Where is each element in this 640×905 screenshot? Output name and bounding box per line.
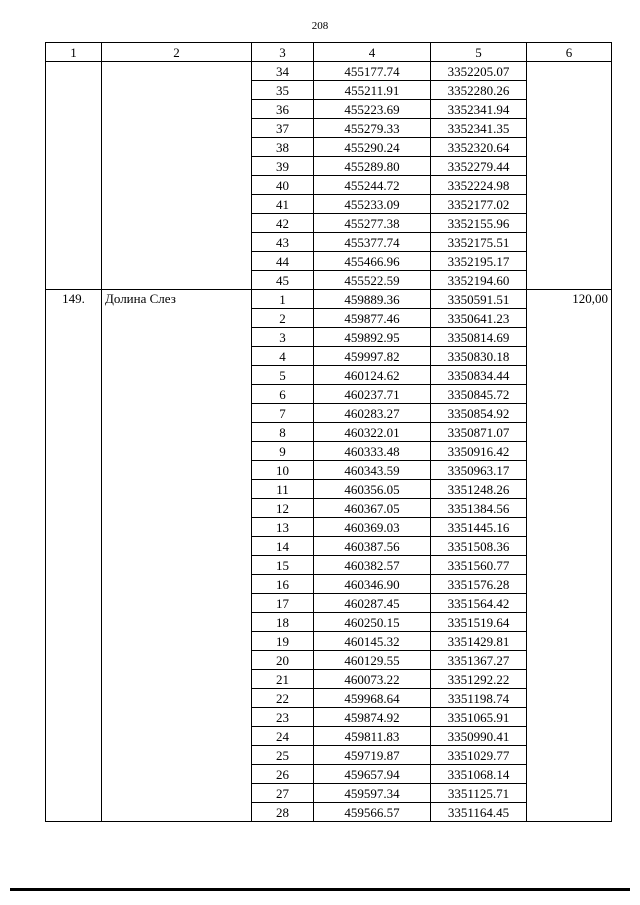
point-number-cell: 27 bbox=[252, 784, 314, 803]
x-coordinate-cell: 459874.92 bbox=[314, 708, 431, 727]
y-coordinate-cell: 3350834.44 bbox=[431, 366, 527, 385]
y-coordinate-cell: 3352195.17 bbox=[431, 252, 527, 271]
point-number-cell: 41 bbox=[252, 195, 314, 214]
x-coordinate-cell: 455466.96 bbox=[314, 252, 431, 271]
x-coordinate-cell: 455279.33 bbox=[314, 119, 431, 138]
x-coordinate-cell: 460237.71 bbox=[314, 385, 431, 404]
point-number-cell: 28 bbox=[252, 803, 314, 822]
point-number-cell: 8 bbox=[252, 423, 314, 442]
point-number-cell: 36 bbox=[252, 100, 314, 119]
y-coordinate-cell: 3351065.91 bbox=[431, 708, 527, 727]
coordinates-table bbox=[45, 42, 612, 822]
point-number-cell: 40 bbox=[252, 176, 314, 195]
point-number-cell: 22 bbox=[252, 689, 314, 708]
page-number: 208 bbox=[311, 20, 329, 32]
y-coordinate-cell: 3351125.71 bbox=[431, 784, 527, 803]
point-number-cell: 10 bbox=[252, 461, 314, 480]
x-coordinate-cell: 460343.59 bbox=[314, 461, 431, 480]
point-number-cell: 39 bbox=[252, 157, 314, 176]
point-number-cell: 5 bbox=[252, 366, 314, 385]
x-coordinate-cell: 455290.24 bbox=[314, 138, 431, 157]
object-name-cell: Долина Слез bbox=[102, 290, 252, 822]
point-number-cell: 20 bbox=[252, 651, 314, 670]
x-coordinate-cell: 459657.94 bbox=[314, 765, 431, 784]
point-number-cell: 26 bbox=[252, 765, 314, 784]
y-coordinate-cell: 3351445.16 bbox=[431, 518, 527, 537]
y-coordinate-cell: 3351198.74 bbox=[431, 689, 527, 708]
y-coordinate-cell: 3351429.81 bbox=[431, 632, 527, 651]
y-coordinate-cell: 3350591.51 bbox=[431, 290, 527, 309]
object-name-cell bbox=[102, 62, 252, 290]
x-coordinate-cell: 460369.03 bbox=[314, 518, 431, 537]
object-index-cell: 149. bbox=[46, 290, 102, 822]
y-coordinate-cell: 3351508.36 bbox=[431, 537, 527, 556]
header-col-6: 6 bbox=[527, 43, 612, 62]
point-number-cell: 44 bbox=[252, 252, 314, 271]
y-coordinate-cell: 3350854.92 bbox=[431, 404, 527, 423]
x-coordinate-cell: 455177.74 bbox=[314, 62, 431, 81]
table-row bbox=[46, 62, 612, 81]
x-coordinate-cell: 460145.32 bbox=[314, 632, 431, 651]
x-coordinate-cell: 459566.57 bbox=[314, 803, 431, 822]
point-number-cell: 19 bbox=[252, 632, 314, 651]
y-coordinate-cell: 3351029.77 bbox=[431, 746, 527, 765]
x-coordinate-cell: 455211.91 bbox=[314, 81, 431, 100]
point-number-cell: 2 bbox=[252, 309, 314, 328]
point-number-cell: 37 bbox=[252, 119, 314, 138]
y-coordinate-cell: 3351248.26 bbox=[431, 480, 527, 499]
y-coordinate-cell: 3351560.77 bbox=[431, 556, 527, 575]
y-coordinate-cell: 3352341.35 bbox=[431, 119, 527, 138]
point-number-cell: 24 bbox=[252, 727, 314, 746]
area-cell bbox=[527, 62, 612, 290]
x-coordinate-cell: 455522.59 bbox=[314, 271, 431, 290]
point-number-cell: 18 bbox=[252, 613, 314, 632]
x-coordinate-cell: 455277.38 bbox=[314, 214, 431, 233]
object-index-cell bbox=[46, 62, 102, 290]
header-col-3: 3 bbox=[252, 43, 314, 62]
y-coordinate-cell: 3350830.18 bbox=[431, 347, 527, 366]
y-coordinate-cell: 3350963.17 bbox=[431, 461, 527, 480]
x-coordinate-cell: 460124.62 bbox=[314, 366, 431, 385]
y-coordinate-cell: 3350990.41 bbox=[431, 727, 527, 746]
x-coordinate-cell: 460287.45 bbox=[314, 594, 431, 613]
x-coordinate-cell: 459597.34 bbox=[314, 784, 431, 803]
y-coordinate-cell: 3350916.42 bbox=[431, 442, 527, 461]
x-coordinate-cell: 459719.87 bbox=[314, 746, 431, 765]
x-coordinate-cell: 460367.05 bbox=[314, 499, 431, 518]
y-coordinate-cell: 3350814.69 bbox=[431, 328, 527, 347]
header-col-1: 1 bbox=[46, 43, 102, 62]
y-coordinate-cell: 3350641.23 bbox=[431, 309, 527, 328]
point-number-cell: 16 bbox=[252, 575, 314, 594]
point-number-cell: 9 bbox=[252, 442, 314, 461]
x-coordinate-cell: 460283.27 bbox=[314, 404, 431, 423]
x-coordinate-cell: 459968.64 bbox=[314, 689, 431, 708]
x-coordinate-cell: 460129.55 bbox=[314, 651, 431, 670]
x-coordinate-cell: 460346.90 bbox=[314, 575, 431, 594]
header-col-2: 2 bbox=[102, 43, 252, 62]
x-coordinate-cell: 460356.05 bbox=[314, 480, 431, 499]
x-coordinate-cell: 460387.56 bbox=[314, 537, 431, 556]
point-number-cell: 1 bbox=[252, 290, 314, 309]
point-number-cell: 42 bbox=[252, 214, 314, 233]
y-coordinate-cell: 3352177.02 bbox=[431, 195, 527, 214]
x-coordinate-cell: 459811.83 bbox=[314, 727, 431, 746]
point-number-cell: 12 bbox=[252, 499, 314, 518]
point-number-cell: 7 bbox=[252, 404, 314, 423]
y-coordinate-cell: 3352280.26 bbox=[431, 81, 527, 100]
table-row bbox=[46, 290, 612, 309]
point-number-cell: 17 bbox=[252, 594, 314, 613]
x-coordinate-cell: 460250.15 bbox=[314, 613, 431, 632]
point-number-cell: 3 bbox=[252, 328, 314, 347]
y-coordinate-cell: 3352341.94 bbox=[431, 100, 527, 119]
point-number-cell: 14 bbox=[252, 537, 314, 556]
x-coordinate-cell: 460333.48 bbox=[314, 442, 431, 461]
table-body bbox=[46, 62, 612, 822]
x-coordinate-cell: 455289.80 bbox=[314, 157, 431, 176]
x-coordinate-cell: 455244.72 bbox=[314, 176, 431, 195]
point-number-cell: 6 bbox=[252, 385, 314, 404]
y-coordinate-cell: 3351164.45 bbox=[431, 803, 527, 822]
y-coordinate-cell: 3351068.14 bbox=[431, 765, 527, 784]
point-number-cell: 4 bbox=[252, 347, 314, 366]
bottom-rule bbox=[10, 888, 630, 891]
y-coordinate-cell: 3352279.44 bbox=[431, 157, 527, 176]
y-coordinate-cell: 3352175.51 bbox=[431, 233, 527, 252]
point-number-cell: 23 bbox=[252, 708, 314, 727]
x-coordinate-cell: 459889.36 bbox=[314, 290, 431, 309]
point-number-cell: 13 bbox=[252, 518, 314, 537]
y-coordinate-cell: 3351519.64 bbox=[431, 613, 527, 632]
y-coordinate-cell: 3352205.07 bbox=[431, 62, 527, 81]
point-number-cell: 11 bbox=[252, 480, 314, 499]
y-coordinate-cell: 3352155.96 bbox=[431, 214, 527, 233]
x-coordinate-cell: 460382.57 bbox=[314, 556, 431, 575]
y-coordinate-cell: 3351576.28 bbox=[431, 575, 527, 594]
y-coordinate-cell: 3352194.60 bbox=[431, 271, 527, 290]
point-number-cell: 25 bbox=[252, 746, 314, 765]
y-coordinate-cell: 3351292.22 bbox=[431, 670, 527, 689]
point-number-cell: 45 bbox=[252, 271, 314, 290]
point-number-cell: 35 bbox=[252, 81, 314, 100]
y-coordinate-cell: 3352224.98 bbox=[431, 176, 527, 195]
y-coordinate-cell: 3352320.64 bbox=[431, 138, 527, 157]
table-header-row bbox=[46, 43, 612, 62]
x-coordinate-cell: 459892.95 bbox=[314, 328, 431, 347]
point-number-cell: 21 bbox=[252, 670, 314, 689]
x-coordinate-cell: 459877.46 bbox=[314, 309, 431, 328]
x-coordinate-cell: 455233.09 bbox=[314, 195, 431, 214]
y-coordinate-cell: 3350845.72 bbox=[431, 385, 527, 404]
x-coordinate-cell: 460073.22 bbox=[314, 670, 431, 689]
point-number-cell: 15 bbox=[252, 556, 314, 575]
x-coordinate-cell: 455377.74 bbox=[314, 233, 431, 252]
point-number-cell: 34 bbox=[252, 62, 314, 81]
area-cell: 120,00 bbox=[527, 290, 612, 822]
y-coordinate-cell: 3351367.27 bbox=[431, 651, 527, 670]
y-coordinate-cell: 3350871.07 bbox=[431, 423, 527, 442]
x-coordinate-cell: 455223.69 bbox=[314, 100, 431, 119]
y-coordinate-cell: 3351384.56 bbox=[431, 499, 527, 518]
header-col-4: 4 bbox=[314, 43, 431, 62]
point-number-cell: 43 bbox=[252, 233, 314, 252]
x-coordinate-cell: 459997.82 bbox=[314, 347, 431, 366]
point-number-cell: 38 bbox=[252, 138, 314, 157]
header-col-5: 5 bbox=[431, 43, 527, 62]
x-coordinate-cell: 460322.01 bbox=[314, 423, 431, 442]
y-coordinate-cell: 3351564.42 bbox=[431, 594, 527, 613]
